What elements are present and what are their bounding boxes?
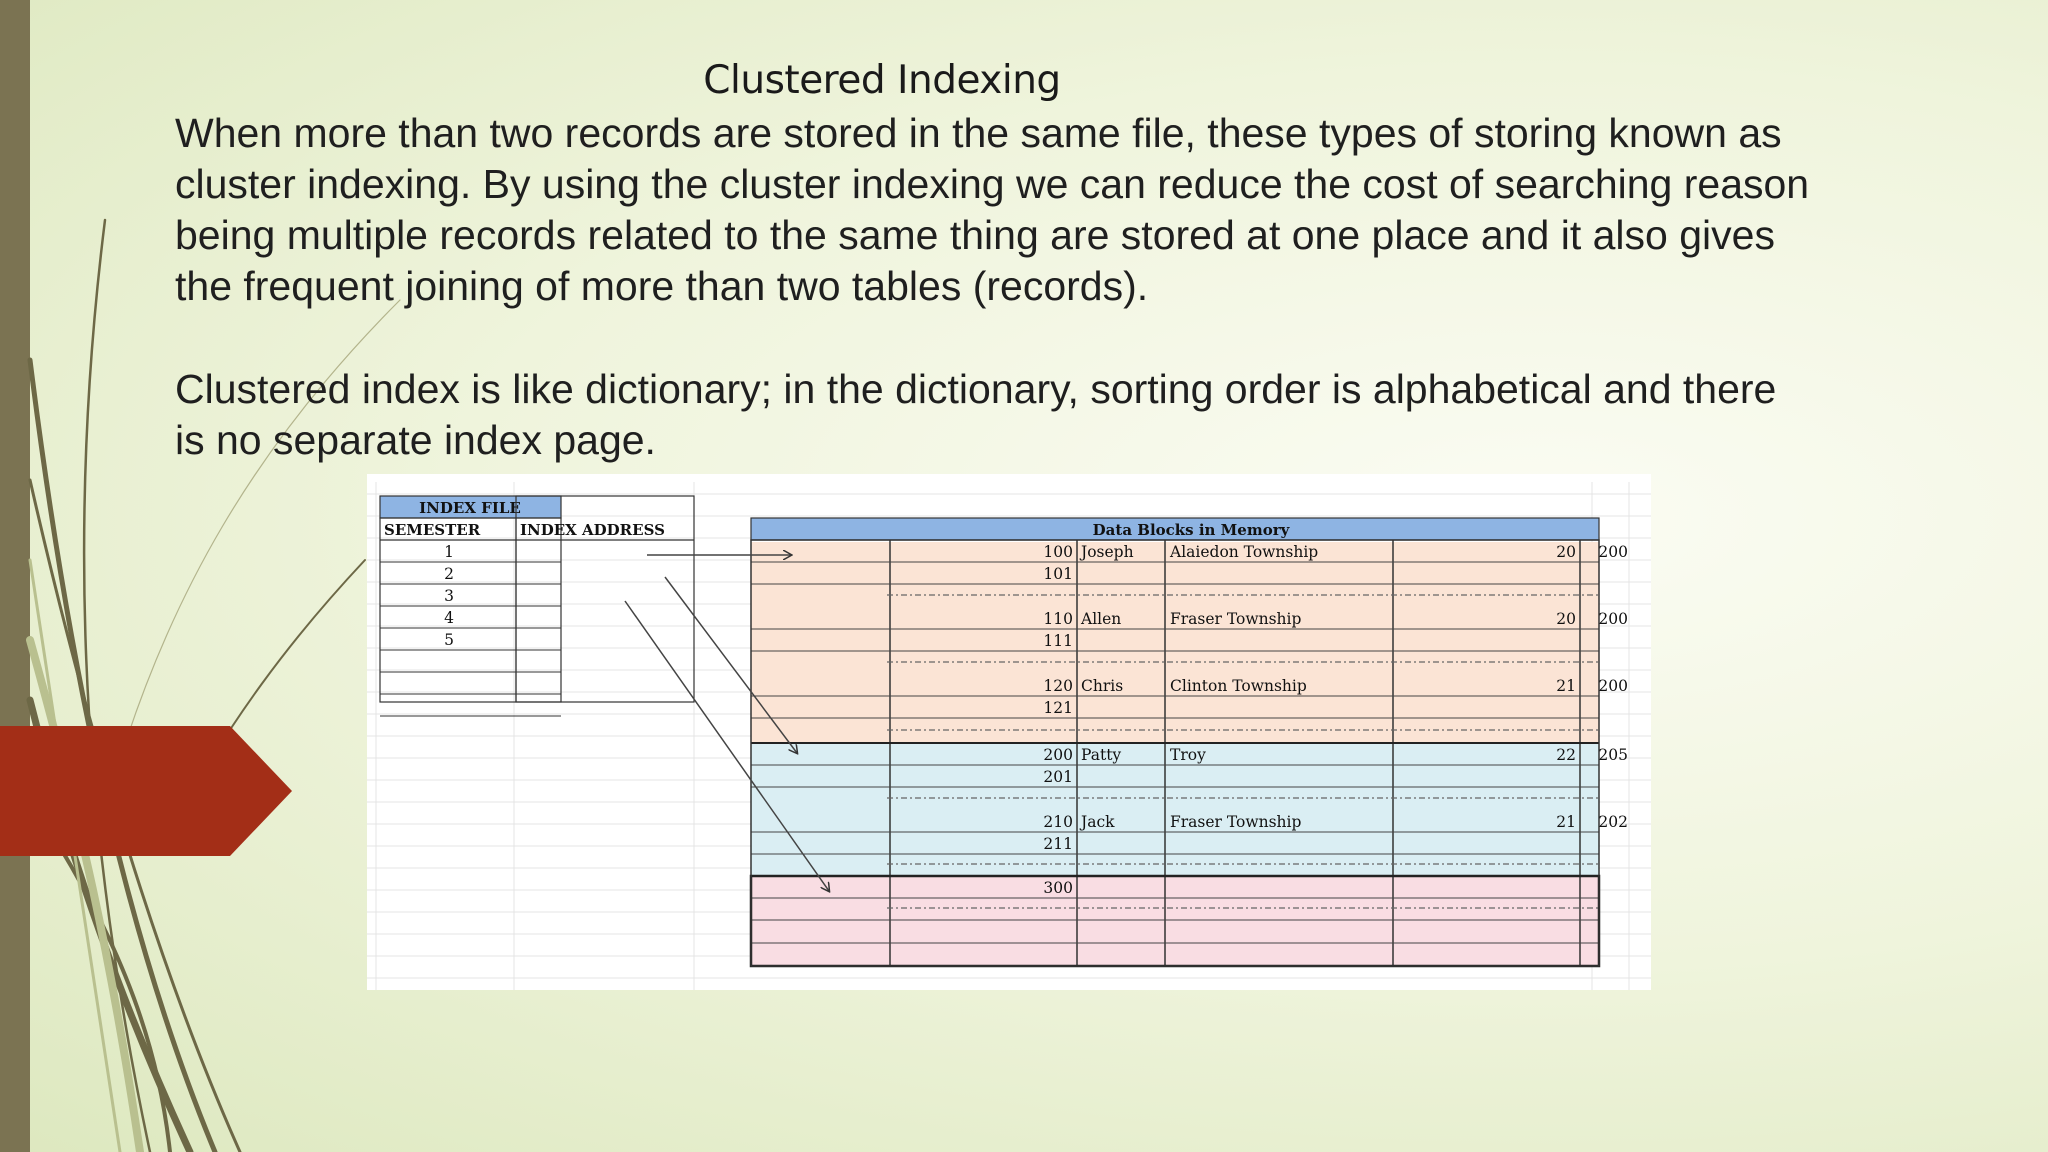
data-row-id: 121 <box>1043 699 1073 717</box>
data-row-township: Clinton Township <box>1170 677 1307 695</box>
data-row-id: 211 <box>1043 835 1073 853</box>
data-row-value-2: 200 <box>1598 610 1628 628</box>
data-row-township: Alaiedon Township <box>1170 543 1319 561</box>
data-row-id: 210 <box>1043 813 1073 831</box>
data-row-name: Joseph <box>1081 543 1134 561</box>
index-row-semester: 1 <box>444 543 454 561</box>
data-row-id: 110 <box>1043 610 1073 628</box>
data-row-id: 101 <box>1043 565 1073 583</box>
data-row-value-2: 200 <box>1598 543 1628 561</box>
clustered-index-diagram <box>367 474 1651 990</box>
data-row-township: Fraser Township <box>1170 813 1302 831</box>
data-row-value-2: 200 <box>1598 677 1628 695</box>
paragraph-definition: When more than two records are stored in the same file, these types of storing known as cluster indexing. By using the cluster indexing we can reduce the cost of searching reason being multiple records related to the same thing are stored at one place and it also gives the frequent joining of more than two tables (records). <box>175 110 1810 309</box>
data-row-name: Patty <box>1081 746 1122 764</box>
data-row-value-1: 20 <box>1556 543 1576 561</box>
data-row-value-2: 205 <box>1598 746 1628 764</box>
data-row-id: 200 <box>1043 746 1073 764</box>
index-col-semester: SEMESTER <box>384 521 481 539</box>
data-row-name: Jack <box>1081 813 1115 831</box>
index-row-semester: 4 <box>444 609 454 627</box>
data-row-value-1: 20 <box>1556 610 1576 628</box>
data-row-value-2: 202 <box>1598 813 1628 831</box>
data-row-value-1: 22 <box>1556 746 1576 764</box>
index-row-semester: 5 <box>444 631 454 649</box>
data-block-pink <box>751 876 1599 966</box>
paragraph-dictionary-analogy: Clustered index is like dictionary; in the dictionary, sorting order is alphabetical and there is no separate index page. <box>175 366 1777 463</box>
index-col-address: INDEX ADDRESS <box>520 521 665 539</box>
red-arrow-tab <box>0 726 292 856</box>
data-row-id: 100 <box>1043 543 1073 561</box>
data-row-name: Allen <box>1081 610 1122 628</box>
data-row-name: Chris <box>1081 677 1124 695</box>
left-accent-bar <box>0 0 30 1152</box>
index-file-table <box>380 496 694 716</box>
data-row-township: Troy <box>1170 746 1206 764</box>
data-row-id: 111 <box>1043 632 1073 650</box>
data-row-id: 300 <box>1043 879 1073 897</box>
data-row-value-1: 21 <box>1556 813 1576 831</box>
index-row-semester: 2 <box>444 565 454 583</box>
index-row-semester: 3 <box>444 587 454 605</box>
data-block-orange <box>751 542 1599 743</box>
data-row-id: 201 <box>1043 768 1073 786</box>
data-row-township: Fraser Township <box>1170 610 1302 628</box>
slide-title: Clustered Indexing <box>703 58 1061 103</box>
clustered-index-figure <box>367 474 1651 990</box>
data-row-id: 120 <box>1043 677 1073 695</box>
data-blocks-title: Data Blocks in Memory <box>1092 521 1290 539</box>
data-row-value-1: 21 <box>1556 677 1576 695</box>
index-file-title: INDEX FILE <box>419 499 521 517</box>
